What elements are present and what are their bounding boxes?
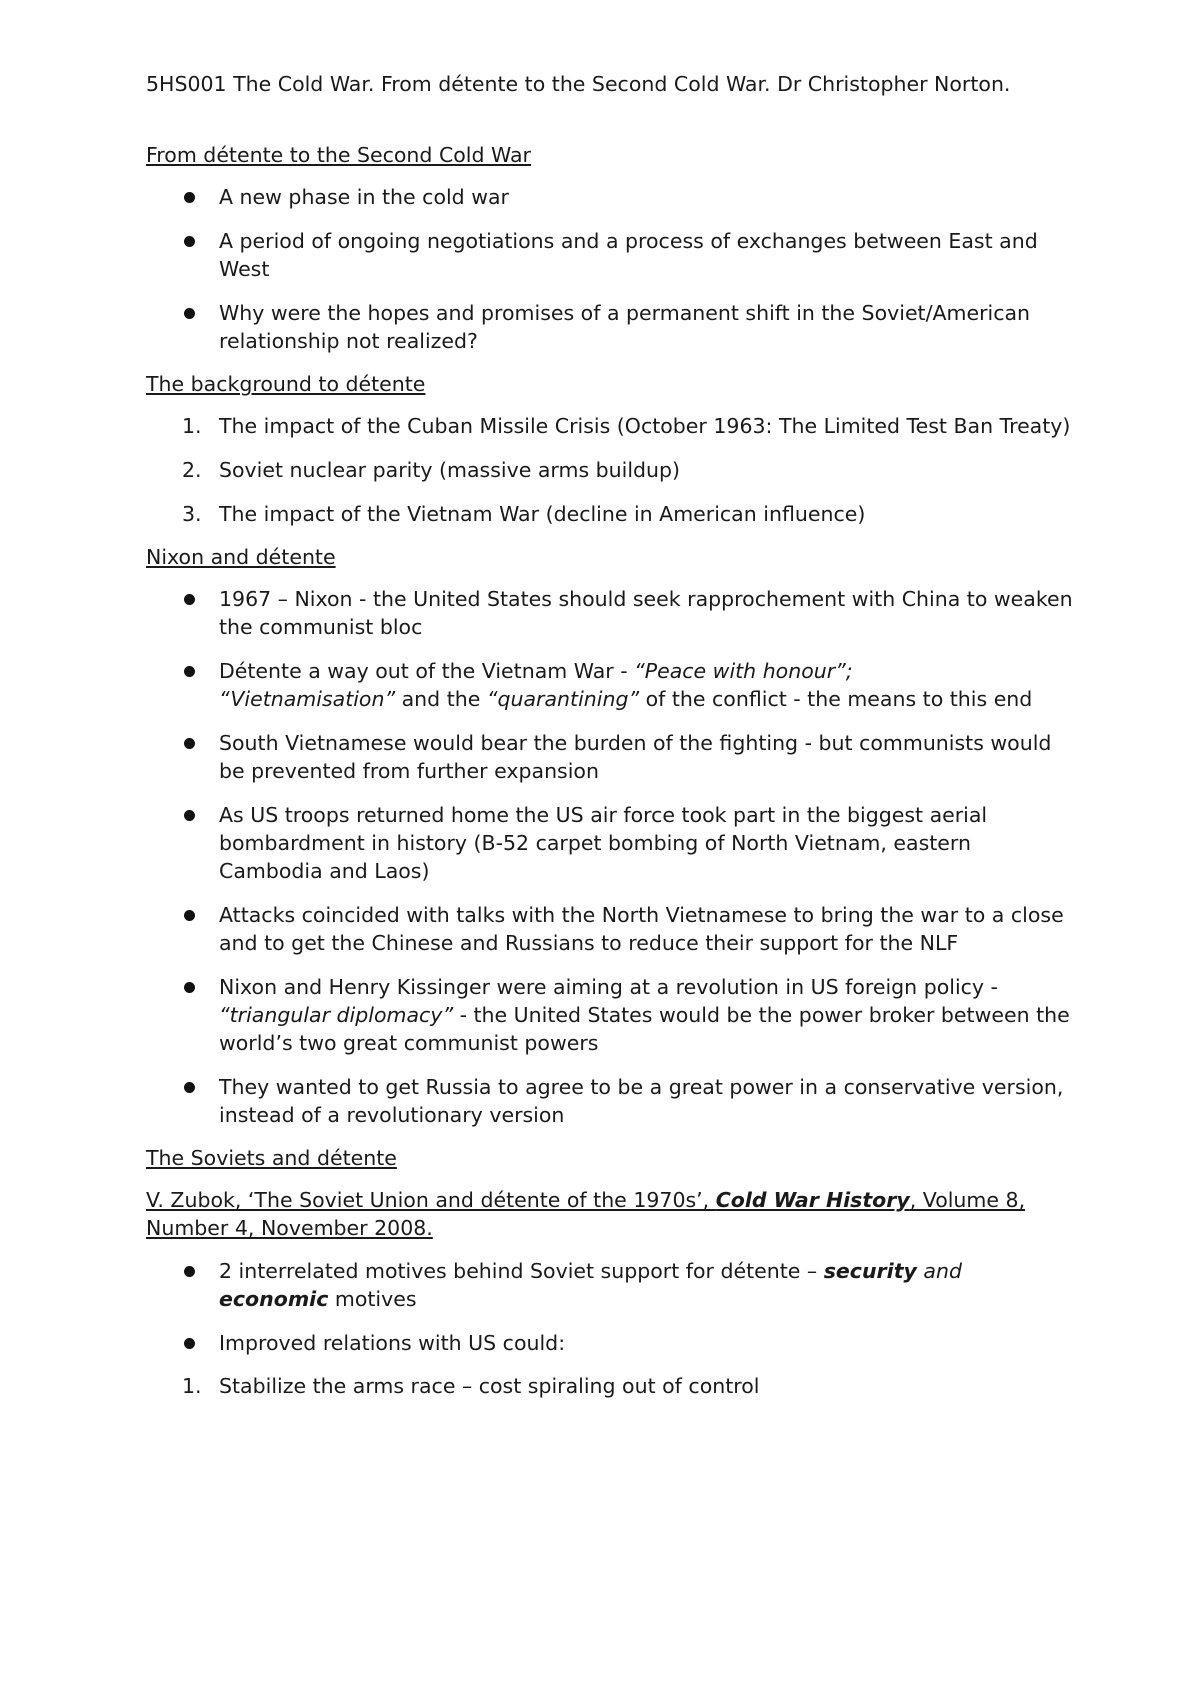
bullet-list-nixon: [146, 585, 1076, 1129]
list-item: 3. The impact of the Vietnam War (decline in American influence): [182, 502, 866, 526]
list-number: 1.: [182, 1374, 202, 1398]
list-item: 1. The impact of the Cuban Missile Crisis (October 1963: The Limited Test Ban Treaty): [182, 414, 1071, 438]
list-number: 1.: [182, 414, 202, 438]
list-item: They wanted to get Russia to agree to be a great power in a conservative version, instead of a revolutionary version: [146, 1073, 1076, 1129]
list-item: As US troops returned home the US air force took part in the biggest aerial bombardment in history (B-52 carpet bombing of North Vietnam, eastern Cambodia and Laos): [146, 801, 1076, 885]
list-item: Détente a way out of the Vietnam War - “Peace with honour”; “Vietnamisation” and the “quarantining” of the conflict - the means to this end: [146, 657, 1076, 713]
bullet-icon: [184, 192, 195, 203]
list-item: South Vietnamese would bear the burden of the fighting - but communists would be prevented from further expansion: [146, 729, 1076, 785]
bullet-icon: [184, 1338, 195, 1349]
bullet-icon: [184, 910, 195, 921]
list-item: Improved relations with US could:: [146, 1329, 1076, 1357]
section-heading-soviets: The Soviets and détente: [146, 1146, 397, 1170]
numbered-list-soviets: [146, 1372, 1076, 1400]
list-item: Attacks coincided with talks with the North Vietnamese to bring the war to a close and to get the Chinese and Russians to reduce their support for the NLF: [146, 901, 1076, 957]
bullet-icon: [184, 810, 195, 821]
bullet-icon: [184, 738, 195, 749]
numbered-list-background: [146, 412, 1076, 528]
section-heading-background: The background to détente: [146, 372, 426, 396]
list-number: 2.: [182, 458, 202, 482]
section-heading-nixon: Nixon and détente: [146, 545, 336, 569]
bullet-icon: [184, 666, 195, 677]
bullet-icon: [184, 594, 195, 605]
list-item: 1. Stabilize the arms race – cost spiraling out of control: [182, 1374, 760, 1398]
bullet-icon: [184, 982, 195, 993]
list-number: 3.: [182, 502, 202, 526]
bullet-icon: [184, 236, 195, 247]
list-item: Nixon and Henry Kissinger were aiming at a revolution in US foreign policy - “triangular diplomacy” - the United States would be the power broker between the world’s two great communist powers: [146, 973, 1076, 1057]
bullet-list-soviets: [146, 1257, 1076, 1357]
bullet-icon: [184, 1082, 195, 1093]
citation: V. Zubok, ‘The Soviet Union and détente of the 1970s’, Cold War History, Volume 8, Number 4, November 2008.: [146, 1188, 1026, 1240]
list-item: 2 interrelated motives behind Soviet support for détente – security and economic motives: [146, 1257, 1076, 1313]
bullet-icon: [184, 308, 195, 319]
bullet-list-from-detente: [146, 183, 1076, 355]
document-page: [146, 70, 1076, 1400]
list-item: 1967 – Nixon - the United States should seek rapprochement with China to weaken the communist bloc: [146, 585, 1076, 641]
list-item: Why were the hopes and promises of a permanent shift in the Soviet/American relationship not realized?: [146, 299, 1076, 355]
bullet-icon: [184, 1266, 195, 1277]
list-item: 2. Soviet nuclear parity (massive arms buildup): [182, 458, 681, 482]
list-item: A new phase in the cold war: [146, 183, 1076, 211]
document-title: 5HS001 The Cold War. From détente to the Second Cold War. Dr Christopher Norton.: [146, 72, 1011, 96]
section-heading-from-detente: From détente to the Second Cold War: [146, 143, 531, 167]
list-item: A period of ongoing negotiations and a process of exchanges between East and West: [146, 227, 1076, 283]
